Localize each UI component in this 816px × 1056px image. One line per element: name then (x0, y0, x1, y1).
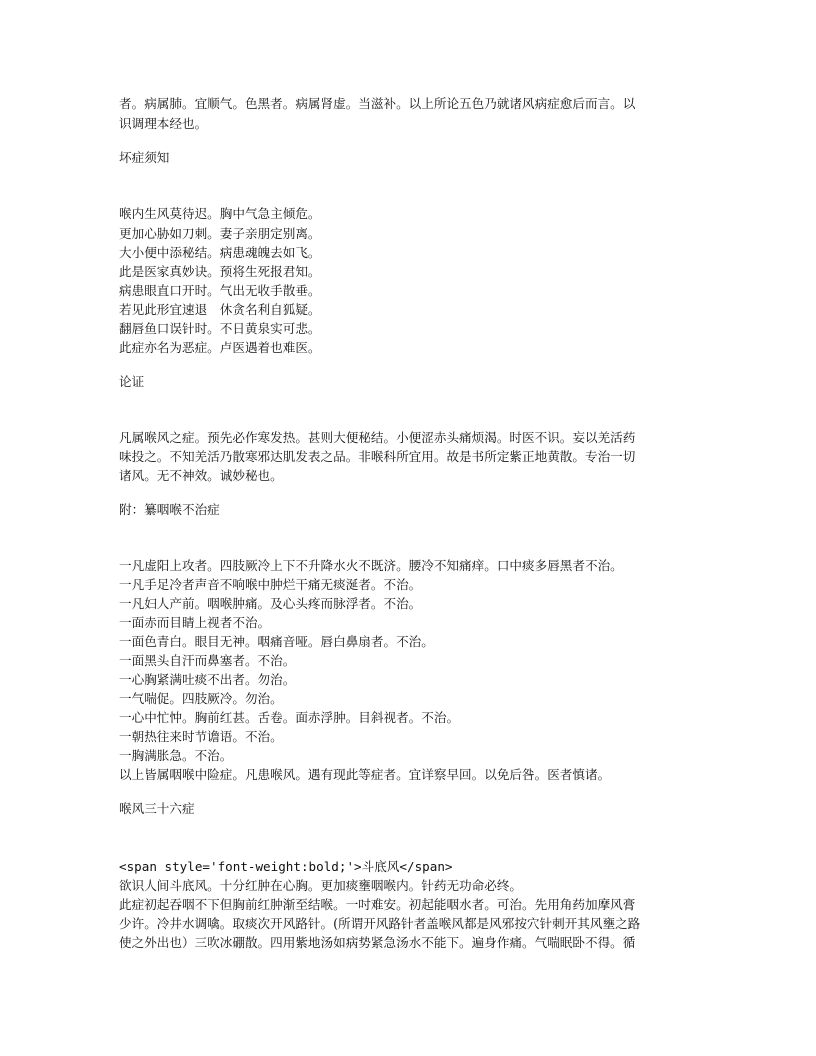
verse-line-2: 更加心胁如刀刺。妻子亲朋定别离。 (119, 226, 321, 241)
houfeng-line-2: 此症初起吞咽不下但胸前红肿渐至结喉。一吋难安。初起能咽水者。可治。先用角药加摩风膏 (119, 897, 636, 912)
houfeng-line-3: 少许。冷井水调噙。取痰次开风路针。(所谓开风路针者盖喉风都是风邪按穴针刺开其风壅之路 (119, 916, 641, 931)
fu-line-4: 一面赤而目睛上视者不治。 (119, 615, 271, 630)
houfeng-line-4: 使之外出也）三吹冰硼散。四用紫地汤如病势紧急汤水不能下。遍身作痛。气喘眠卧不得。循 (119, 935, 636, 950)
fu-line-11: 一胸满胀急。不治。 (119, 748, 233, 763)
section-heading-fu: 附：纂咽喉不治症 (119, 502, 220, 517)
fu-line-8: 一气喘促。四肢厥冷。勿治。 (119, 691, 283, 706)
fu-line-3: 一凡妇人产前。咽喉肿痛。及心头疼而脉浮者。不治。 (119, 596, 422, 611)
verse-line-7: 翻唇鱼口误针时。不日黄泉实可悲。 (119, 321, 321, 336)
lunzheng-line-1: 凡属喉风之症。预先必作寒发热。甚则大便秘结。小便涩赤头痛烦渴。时医不识。妄以羌活药 (119, 430, 636, 445)
fu-line-1: 一凡虚阳上攻者。四肢厥冷上下不升降水火不既济。腰冷不知痛痒。口中痰多唇黑者不治。 (119, 558, 623, 573)
fu-line-7: 一心胸紧满吐痰不出者。勿治。 (119, 672, 296, 687)
lunzheng-line-3: 诸风。无不神效。诚妙秘也。 (119, 468, 283, 483)
intro-line-2: 识调理本经也。 (119, 116, 208, 131)
raw-markup-disease-name: 斗底风 (361, 859, 400, 874)
fu-line-2: 一凡手足冷者声音不响喉中肿烂干痛无痰涎者。不治。 (119, 577, 422, 592)
verse-line-1: 喉内生风莫待迟。胸中气急主倾危。 (119, 206, 321, 221)
lunzheng-line-2: 味投之。不知羌活乃散寒邪达肌发表之品。非喉科所宜用。故是书所定紫正地黄散。专治一切 (119, 449, 636, 464)
verse-line-6: 若见此形宜速退 休贪名利自狐疑。 (119, 302, 321, 317)
fu-line-6: 一面黑头自汗而鼻塞者。不治。 (119, 653, 296, 668)
verse-line-3: 大小便中添秘结。病患魂魄去如飞。 (119, 245, 321, 260)
raw-markup-open-tag: <span style='font-weight:bold;'> (119, 859, 362, 874)
raw-markup-close-tag: </span> (399, 859, 453, 874)
fu-line-12: 以上皆属咽喉中险症。凡患喉风。遇有现此等症者。宜详察早回。以免后咎。医者慎诸。 (119, 767, 611, 782)
section-heading-houfeng: 喉风三十六症 (119, 801, 195, 816)
verse-line-4: 此是医家真妙诀。预将生死报君知。 (119, 264, 321, 279)
section-heading-lunzheng: 论证 (119, 374, 145, 389)
intro-line-1: 者。病属肺。宜顺气。色黑者。病属肾虚。当滋补。以上所论五色乃就诸风病症愈后而言。以 (119, 96, 636, 111)
section-heading-huaizheng: 坏症须知 (119, 150, 170, 165)
verse-line-5: 病患眼直口开时。气出无收手散垂。 (119, 283, 321, 298)
raw-markup-line (119, 857, 453, 877)
fu-line-5: 一面色青白。眼目无神。咽痛音哑。唇白鼻扇者。不治。 (119, 634, 434, 649)
verse-line-8: 此症亦名为恶症。卢医遇着也难医。 (119, 340, 321, 355)
fu-line-9: 一心中忙忡。胸前红甚。舌卷。面赤浮肿。目斜视者。不治。 (119, 710, 460, 725)
fu-line-10: 一朝热往来时节谵语。不治。 (119, 729, 283, 744)
houfeng-line-1: 欲识人间斗底风。十分红肿在心胸。更加痰壅咽喉内。针药无功命必终。 (119, 878, 522, 893)
